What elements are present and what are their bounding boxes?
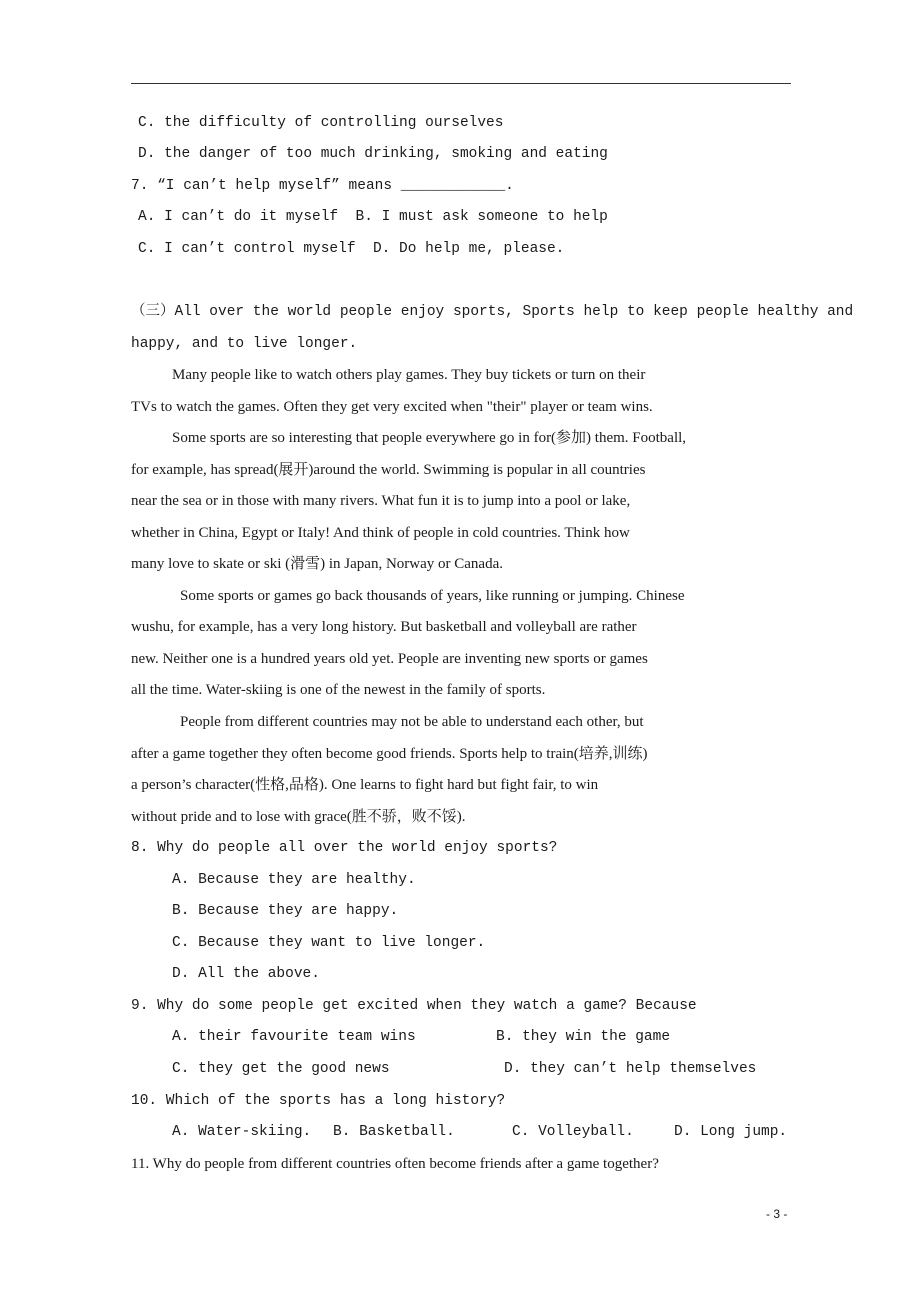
passage-p5-line1: People from different countries may not be able to understand each other, but [180, 714, 644, 730]
passage-p4-line4: all the time. Water-skiing is one of the newest in the family of sports. [131, 682, 546, 698]
passage-p3-line2: for example, has spread(展开)around the world. Swimming is popular in all countries [131, 462, 646, 478]
passage-p2-line1: Many people like to watch others play games. They buy tickets or turn on their [172, 367, 646, 383]
q10-option-c: C. Volleyball. [512, 1124, 634, 1140]
q7-options-ab: A. I can’t do it myself B. I must ask someone to help [138, 209, 608, 225]
page-number: - 3 - [766, 1207, 788, 1221]
passage-p5-line2: after a game together they often become good friends. Sports help to train(培养,训练) [131, 746, 648, 762]
passage-p1-line1: （三）All over the world people enjoy sports, Sports help to keep people healthy and [131, 304, 854, 320]
passage-p3-line1: Some sports are so interesting that people everywhere go in for(参加) them. Football, [172, 430, 687, 446]
q7-options-cd: C. I can’t control myself D. Do help me, please. [138, 241, 565, 257]
passage-p5-line3: a person’s character(性格,品格). One learns to fight hard but fight fair, to win [131, 777, 599, 793]
q8-option-d: D. All the above. [172, 966, 320, 982]
q8-option-b: B. Because they are happy. [172, 903, 399, 919]
passage-p4-line3: new. Neither one is a hundred years old yet. People are inventing new sports or games [131, 651, 648, 667]
header-rule [131, 83, 791, 84]
q6-option-c: C. the difficulty of controlling ourselves [138, 115, 504, 131]
passage-p3-line5: many love to skate or ski (滑雪) in Japan, Norway or Canada. [131, 556, 503, 572]
q7-stem: 7. “I can’t help myself” means ____________. [131, 178, 514, 194]
q9-stem: 9. Why do some people get excited when they watch a game? Because [131, 998, 697, 1014]
q9-option-c: C. they get the good news [172, 1061, 390, 1077]
passage-p5-line4: without pride and to lose with grace(胜不骄，败不馁). [131, 809, 466, 825]
passage-p1-line2: happy, and to live longer. [131, 336, 358, 352]
q11-stem: 11. Why do people from different countries often become friends after a game together? [131, 1156, 659, 1172]
q9-option-b: B. they win the game [496, 1029, 671, 1045]
q10-stem: 10. Which of the sports has a long history? [131, 1093, 506, 1109]
passage-p4-line1: Some sports or games go back thousands of years, like running or jumping. Chinese [180, 588, 685, 604]
passage-p3-line3: near the sea or in those with many rivers. What fun it is to jump into a pool or lake, [131, 493, 631, 509]
q8-option-c: C. Because they want to live longer. [172, 935, 486, 951]
passage-p3-line4: whether in China, Egypt or Italy! And think of people in cold countries. Think how [131, 525, 630, 541]
q10-option-b: B. Basketball. [333, 1124, 455, 1140]
q9-option-a: A. their favourite team wins [172, 1029, 416, 1045]
passage-p4-line2: wushu, for example, has a very long history. But basketball and volleyball are rather [131, 619, 637, 635]
passage-p2-line2: TVs to watch the games. Often they get very excited when "their" player or team wins. [131, 399, 653, 415]
q6-option-d: D. the danger of too much drinking, smoking and eating [138, 146, 608, 162]
q10-option-d: D. Long jump. [674, 1124, 788, 1140]
q10-option-a: A. Water-skiing. [172, 1124, 312, 1140]
q9-option-d: D. they can’t help themselves [504, 1061, 757, 1077]
q8-option-a: A. Because they are healthy. [172, 872, 416, 888]
q8-stem: 8. Why do people all over the world enjoy sports? [131, 840, 558, 856]
